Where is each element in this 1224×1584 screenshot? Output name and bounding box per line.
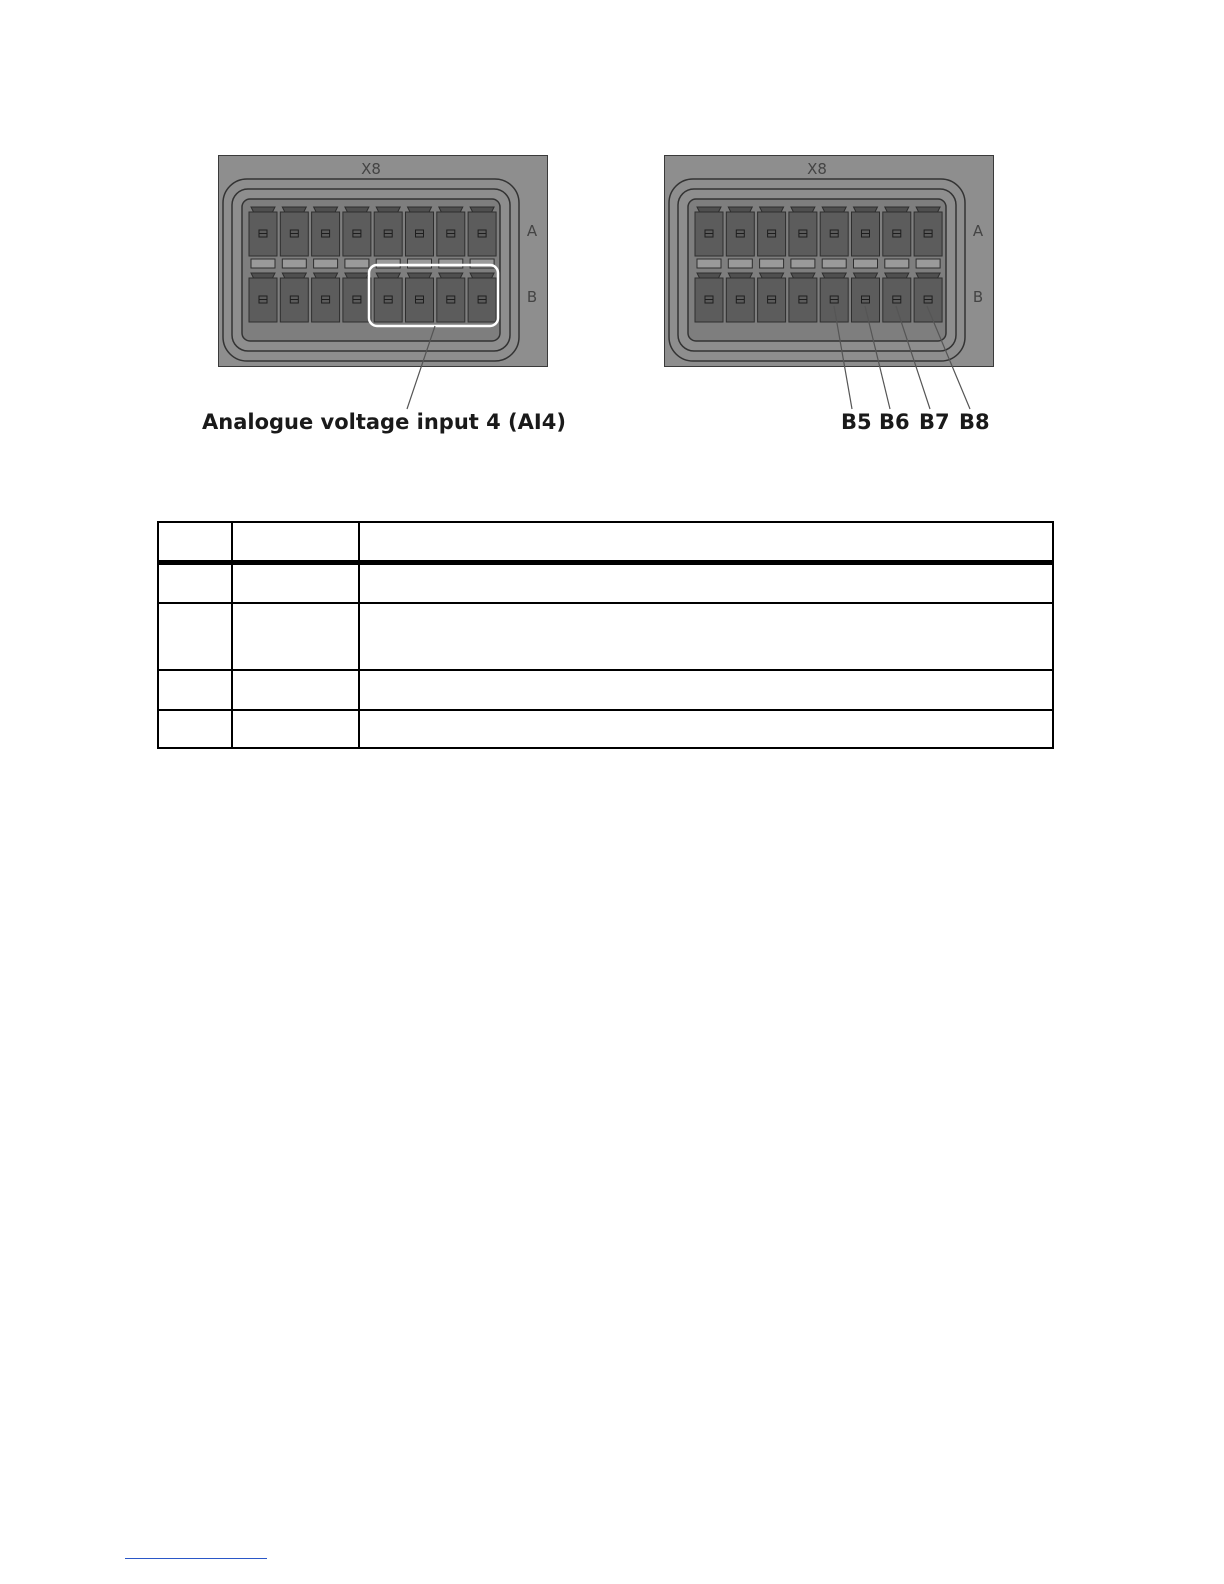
connector-label: X8 [807, 160, 827, 178]
table-cell [359, 670, 1053, 710]
leader-lines [0, 0, 1224, 460]
row-b-label: B [972, 288, 984, 306]
table-cell [158, 522, 232, 563]
table-row [158, 710, 1053, 748]
table-cell [232, 603, 359, 670]
leader-line-ai4 [407, 326, 435, 409]
table-row [158, 670, 1053, 710]
table-header-row [158, 522, 1053, 563]
table-cell [359, 710, 1053, 748]
connector-label: X8 [361, 160, 381, 178]
table-cell [359, 563, 1053, 604]
table-cell [232, 563, 359, 604]
table-cell [232, 522, 359, 563]
table-cell [359, 522, 1053, 563]
table-cell [232, 670, 359, 710]
table-row [158, 563, 1053, 604]
ai4-caption: Analogue voltage input 4 (AI4) [202, 410, 566, 434]
table-cell [359, 603, 1053, 670]
table-cell [158, 670, 232, 710]
table-cell [232, 710, 359, 748]
row-a-label: A [526, 222, 538, 240]
table-cell [158, 603, 232, 670]
footnote-rule [125, 1558, 267, 1559]
table-cell [158, 710, 232, 748]
pin-label-b8: B8 [959, 410, 990, 434]
leader-line-b7 [896, 306, 930, 409]
pin-assignment-table [157, 521, 1054, 749]
table-cell [158, 563, 232, 604]
leader-line-b5 [834, 306, 852, 409]
pin-label-b6: B6 [879, 410, 910, 434]
leader-line-b8 [927, 306, 970, 409]
leader-line-b6 [865, 306, 890, 409]
pin-label-b5: B5 [841, 410, 872, 434]
pin-label-b7: B7 [919, 410, 950, 434]
row-a-label: A [972, 222, 984, 240]
row-b-label: B [526, 288, 538, 306]
table-row [158, 603, 1053, 670]
